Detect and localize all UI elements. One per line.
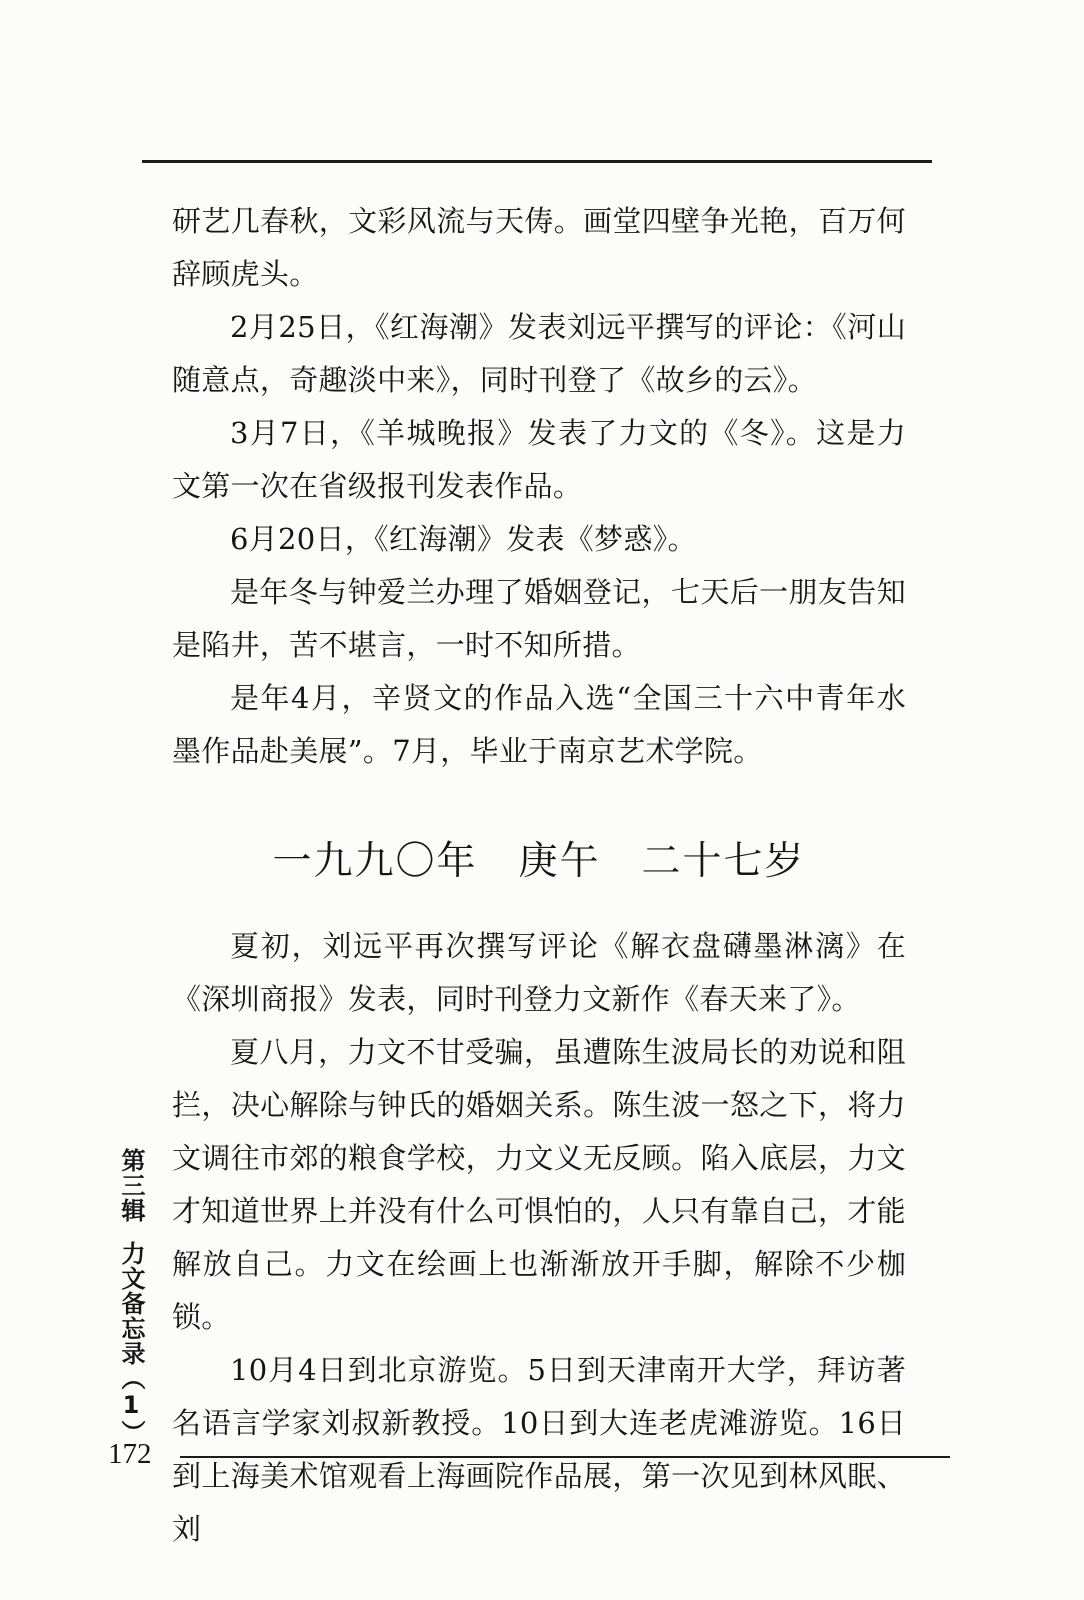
section-label-part: 第三辑 bbox=[117, 1148, 145, 1223]
bottom-rule bbox=[180, 1456, 950, 1458]
running-section-label bbox=[110, 1148, 144, 1445]
paragraph: 研艺几春秋，文彩风流与天俦。画堂四壁争光艳，百万何辞顾虎头。 bbox=[172, 204, 906, 291]
paragraph: 2月25日，《红海潮》发表刘远平撰写的评论：《河山随意点，奇趣淡中来》，同时刊登了《故乡的云》。 bbox=[172, 310, 906, 397]
paragraph: 夏八月，力文不甘受骗，虽遭陈生波局长的劝说和阻拦，决心解除与钟氏的婚姻关系。陈生波一怒之下，将力文调往市郊的粮食学校，力文义无反顾。陷入底层，力文才知道世界上并没有什么可惧怕的，人只有靠自己，才能解放自己。力文在绘画上也渐渐放开手脚，解除不少枷锁。 bbox=[172, 1035, 906, 1334]
year-heading: 一九九〇年 庚午 二十七岁 bbox=[272, 839, 806, 884]
section-1-text bbox=[172, 195, 906, 778]
paragraph: 6月20日，《红海潮》发表《梦惑》。 bbox=[230, 522, 697, 556]
paragraph: 是年4月，辛贤文的作品入选“全国三十六中青年水墨作品赴美展”。7月，毕业于南京艺术学院。 bbox=[172, 681, 906, 768]
section-2-text bbox=[172, 920, 906, 1556]
book-title-label: 力文备忘录（1） bbox=[117, 1241, 145, 1445]
page-number: 172 bbox=[108, 1438, 152, 1470]
paragraph: 是年冬与钟爱兰办理了婚姻登记，七天后一朋友告知是陷井，苦不堪言，一时不知所措。 bbox=[172, 575, 906, 662]
top-rule bbox=[142, 160, 932, 163]
paragraph: 夏初，刘远平再次撰写评论《解衣盘礴墨淋漓》在《深圳商报》发表，同时刊登力文新作《春天来了》。 bbox=[172, 929, 906, 1016]
paragraph: 3月7日，《羊城晚报》发表了力文的《冬》。这是力文第一次在省级报刊发表作品。 bbox=[172, 416, 906, 503]
paragraph: 10月4日到北京游览。5日到天津南开大学，拜访著名语言学家刘叔新教授。10日到大连老虎滩游览。16日到上海美术馆观看上海画院作品展，第一次见到林风眠、刘 bbox=[172, 1353, 906, 1546]
